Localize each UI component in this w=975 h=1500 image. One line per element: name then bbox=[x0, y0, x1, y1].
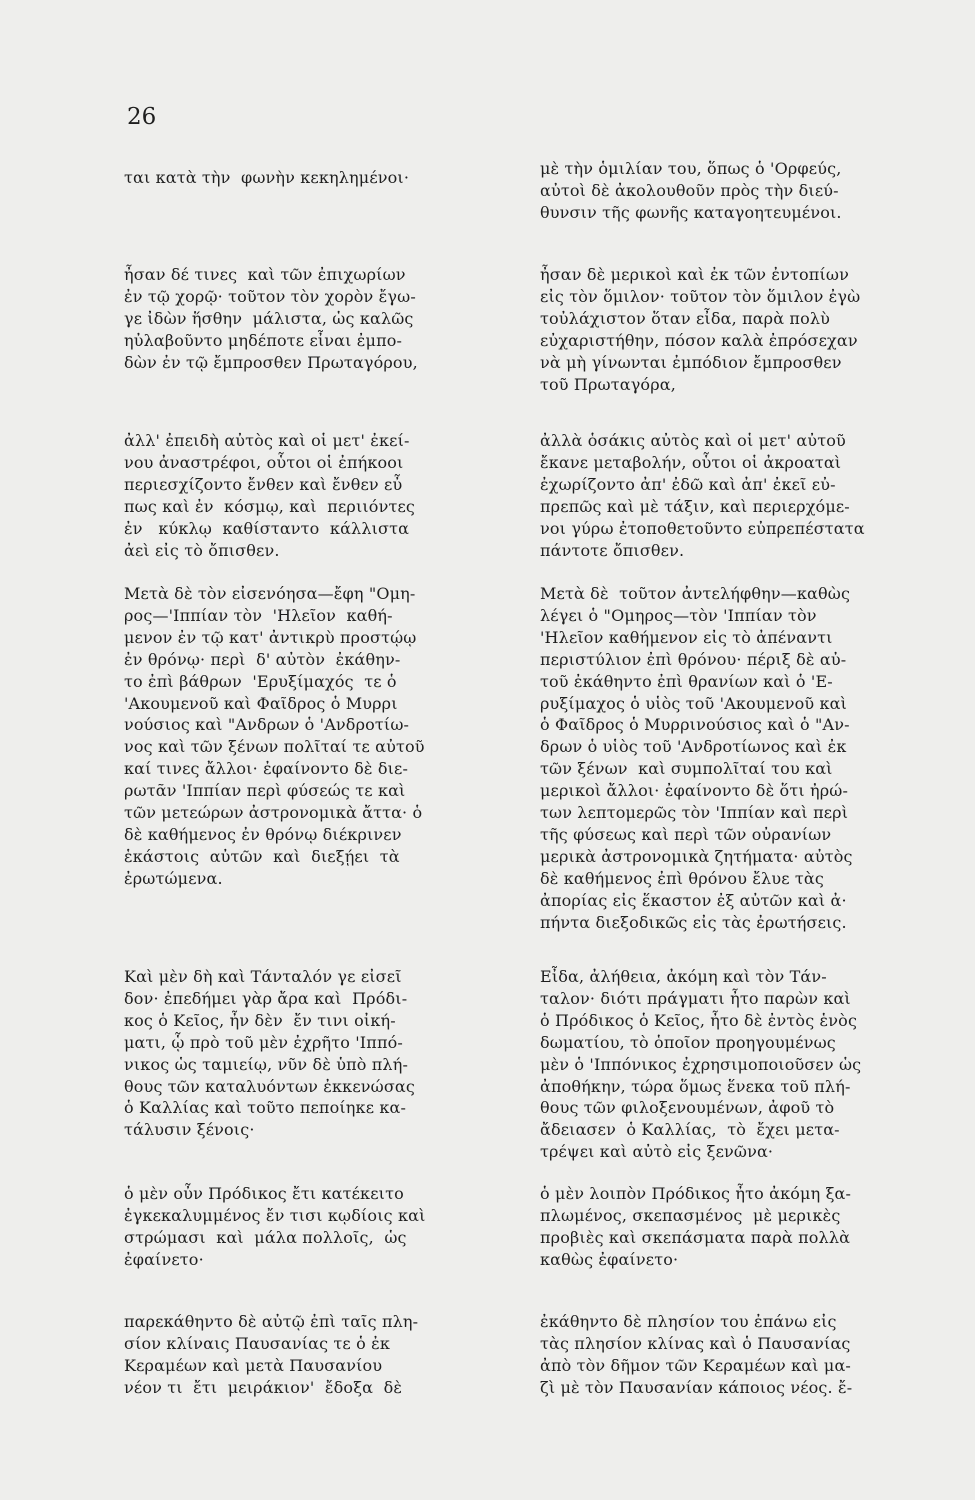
right-paragraph-2 bbox=[540, 264, 955, 395]
text-line: τὰς πλησίον κλίνας καὶ ὁ Παυσανίας bbox=[540, 1333, 851, 1353]
text-line: ἀλλ' ἐπειδὴ αὐτὸς καὶ οἱ μετ' ἐκεί- bbox=[124, 431, 410, 450]
text-line: ἐγκεκαλυμμένος ἔν τισι κῳδίοις καὶ bbox=[124, 1205, 426, 1225]
text-line: ἀεὶ εἰς τὸ ὄπισθεν. bbox=[124, 540, 280, 560]
text-line: αὐτοὶ δὲ ἀκολουθοῦν πρὸς τὴν διεύ- bbox=[540, 180, 839, 200]
text-line: ἑκάστοις αὐτῶν καὶ διεξῄει τὰ bbox=[124, 846, 400, 866]
right-paragraph-5 bbox=[540, 966, 955, 1163]
text-line: ἐχωρίζοντο ἀπ' ἐδῶ καὶ ἀπ' ἐκεῖ εὐ- bbox=[540, 474, 836, 494]
text-line: καθὼς ἐφαίνετο· bbox=[540, 1249, 679, 1269]
text-line: ηὐλαβοῦντο μηδέποτε εἶναι ἐμπο- bbox=[124, 330, 403, 350]
text-line: ἐρωτώμενα. bbox=[124, 868, 223, 888]
text-line: ζὶ μὲ τὸν Παυσανίαν κάποιος νέος. ἔ- bbox=[540, 1377, 853, 1397]
text-line: περιστύλιον ἐπὶ θρόνου· πέριξ δὲ αὐ- bbox=[540, 649, 847, 669]
text-line: σίον κλίναις Παυσανίας τε ὁ ἐκ bbox=[124, 1333, 390, 1353]
text-line: των λεπτομερῶς τὸν 'Ιππίαν καὶ περὶ bbox=[540, 803, 849, 823]
text-line: ἀλλὰ ὁσάκις αὐτὸς καὶ οἱ μετ' αὐτοῦ bbox=[540, 431, 846, 450]
text-line: ματι, ᾧ πρὸ τοῦ μὲν ἐχρῆτο 'Ιππό- bbox=[124, 1032, 403, 1052]
text-line: το ἐπὶ βάθρων 'Ερυξίμαχός τε ὁ bbox=[124, 671, 397, 691]
page-number: 26 bbox=[127, 104, 157, 130]
text-line: τοὐλάχιστον ὅταν εἶδα, παρὰ πολὺ bbox=[540, 308, 831, 328]
text-line: περιεσχίζοντο ἔνθεν καὶ ἔνθεν εὖ bbox=[124, 474, 403, 494]
left-paragraph-1 bbox=[124, 167, 506, 189]
right-paragraph-1 bbox=[540, 158, 955, 224]
text-line: εἰς τὸν ὅμιλον· τοῦτον τὸν ὅμιλον ἐγὼ bbox=[540, 286, 861, 306]
text-line: μενον ἐν τῷ κατ' ἀντικρὺ προστῴῳ bbox=[124, 627, 417, 647]
text-line: ρυξίμαχος ὁ υἱὸς τοῦ 'Ακουμενοῦ καὶ bbox=[540, 693, 847, 713]
right-paragraph-7 bbox=[540, 1311, 955, 1399]
text-line: δὲ καθήμενος ἐν θρόνῳ διέκρινεν bbox=[124, 824, 402, 844]
text-line: παρεκάθηντο δὲ αὐτῷ ἐπὶ ταῖς πλη- bbox=[124, 1312, 419, 1331]
text-line: ρωτᾶν 'Ιππίαν περὶ φύσεώς τε καὶ bbox=[124, 781, 406, 801]
text-line: γε ἰδὼν ἥσθην μάλιστα, ὡς καλῶς bbox=[124, 308, 414, 328]
text-line: ἐκάθηντο δὲ πλησίον του ἐπάνω εἰς bbox=[540, 1312, 837, 1331]
right-paragraph-4 bbox=[540, 583, 955, 934]
text-line: τῆς φύσεως καὶ περὶ τῶν οὐρανίων bbox=[540, 824, 832, 844]
text-line: τῶν μετεώρων ἀστρονομικὰ ἄττα· ὁ bbox=[124, 803, 423, 823]
text-line: μερικὰ ἀστρονομικὰ ζητήματα· αὐτὸς bbox=[540, 846, 853, 866]
text-line: μὲ τὴν ὁμιλίαν του, ὅπως ὁ 'Ορφεύς, bbox=[540, 159, 842, 178]
left-paragraph-3 bbox=[124, 430, 506, 561]
text-line: ἀπὸ τὸν δῆμον τῶν Κεραμέων καὶ μα- bbox=[540, 1355, 851, 1375]
text-line: ἔκανε μεταβολήν, οὗτοι οἱ ἀκροαταὶ bbox=[540, 452, 842, 472]
text-line: ἐν τῷ χορῷ· τοῦτον τὸν χορὸν ἔγω- bbox=[124, 286, 416, 306]
text-line: Εἶδα, ἀλήθεια, ἀκόμη καὶ τὸν Τάν- bbox=[540, 967, 827, 986]
text-line: Κεραμέων καὶ μετὰ Παυσανίου bbox=[124, 1355, 383, 1375]
text-line: πλωμένος, σκεπασμένος μὲ μερικὲς bbox=[540, 1205, 841, 1225]
left-paragraph-4 bbox=[124, 583, 506, 890]
text-line: πως καὶ ἐν κόσμῳ, καὶ περιιόντες bbox=[124, 496, 415, 516]
text-line: ἀποθήκην, τώρα ὅμως ἕνεκα τοῦ πλή- bbox=[540, 1076, 851, 1096]
text-line: ἦσαν δὲ μερικοὶ καὶ ἐκ τῶν ἐντοπίων bbox=[540, 265, 849, 284]
text-line: θους τῶν φιλοξενουμένων, ἀφοῦ τὸ bbox=[540, 1098, 835, 1118]
text-line: 'Ακουμενοῦ καὶ Φαῖδρος ὁ Μυρρι bbox=[124, 693, 398, 713]
text-line: δὼν ἐν τῷ ἔμπροσθεν Πρωταγόρου, bbox=[124, 352, 418, 372]
text-line: νὰ μὴ γίνωνται ἐμπόδιον ἔμπροσθεν bbox=[540, 352, 842, 372]
text-line: ὁ Καλλίας καὶ τοῦτο πεποίηκε κα- bbox=[124, 1098, 407, 1118]
text-line: τῶν ξένων καὶ συμπολῖταί του καὶ bbox=[540, 759, 833, 779]
text-line: ὁ Φαῖδρος ὁ Μυρρινούσιος καὶ ὁ "Αν- bbox=[540, 715, 850, 735]
text-line: δωματίου, τὸ ὁποῖον προηγουμένως bbox=[540, 1032, 836, 1052]
text-line: τάλυσιν ξένοις· bbox=[124, 1120, 255, 1140]
text-line: ἐφαίνετο· bbox=[124, 1249, 204, 1269]
text-line: ἄδειασεν ὁ Καλλίας, τὸ ἔχει μετα- bbox=[540, 1120, 840, 1140]
left-paragraph-7 bbox=[124, 1311, 506, 1399]
text-line: πήντα διεξοδικῶς εἰς τὰς ἐρωτήσεις. bbox=[540, 912, 847, 932]
text-line: θους τῶν καταλυόντων ἐκκενώσας bbox=[124, 1076, 415, 1096]
left-paragraph-6 bbox=[124, 1183, 506, 1271]
text-line: νέον τι ἔτι μειράκιον' ἔδοξα δὲ bbox=[124, 1377, 403, 1397]
text-line: ὁ μὲν λοιπὸν Πρόδικος ἦτο ἀκόμη ξα- bbox=[540, 1184, 852, 1203]
text-line: ὁ μὲν οὖν Πρόδικος ἔτι κατέκειτο bbox=[124, 1184, 404, 1203]
text-line: πρεπῶς καὶ μὲ τάξιν, καὶ περιερχόμε- bbox=[540, 496, 850, 516]
text-line: κος ὁ Κεῖος, ἦν δὲν ἔν τινι οἰκή- bbox=[124, 1010, 396, 1030]
right-paragraph-3 bbox=[540, 430, 955, 561]
text-line: δον· ἐπεδήμει γὰρ ἄρα καὶ Πρόδι- bbox=[124, 988, 408, 1008]
text-line: ται κατὰ τὴν φωνὴν κεκηλημένοι· bbox=[124, 168, 410, 187]
text-line: προβιὲς καὶ σκεπάσματα παρὰ πολλὰ bbox=[540, 1227, 851, 1247]
text-line: δρων ὁ υἱὸς τοῦ 'Ανδροτίωνος καὶ ἐκ bbox=[540, 737, 847, 757]
text-line: ρος—'Ιππίαν τὸν 'Ηλεῖον καθή- bbox=[124, 605, 393, 625]
text-line: ἀπορίας εἰς ἕκαστον ἐξ αὐτῶν καὶ ἀ· bbox=[540, 890, 847, 910]
text-line: θυνσιν τῆς φωνῆς καταγοητευμένοι. bbox=[540, 202, 842, 222]
text-line: ἦσαν δέ τινες καὶ τῶν ἐπιχωρίων bbox=[124, 265, 406, 284]
left-paragraph-2 bbox=[124, 264, 506, 374]
text-line: στρώμασι καὶ μάλα πολλοῖς, ὡς bbox=[124, 1227, 407, 1247]
text-line: δὲ καθήμενος ἐπὶ θρόνου ἔλυε τὰς bbox=[540, 868, 824, 888]
text-line: ἐν θρόνῳ· περὶ δ' αὐτὸν ἐκάθην- bbox=[124, 649, 401, 669]
text-line: καί τινες ἄλλοι· ἐφαίνοντο δὲ διε- bbox=[124, 759, 409, 779]
text-line: ταλον· διότι πράγματι ἦτο παρὼν καὶ bbox=[540, 988, 851, 1008]
text-line: μὲν ὁ 'Ιππόνικος ἐχρησιμοποιοῦσεν ὡς bbox=[540, 1054, 862, 1074]
text-line: εὐχαριστήθην, πόσον καλὰ ἐπρόσεχαν bbox=[540, 330, 858, 350]
text-line: 'Ηλεῖον καθήμενον εἰς τὸ ἀπέναντι bbox=[540, 627, 833, 647]
text-line: πάντοτε ὄπισθεν. bbox=[540, 540, 685, 560]
text-line: Καὶ μὲν δὴ καὶ Τάνταλόν γε εἰσεῖ bbox=[124, 967, 402, 986]
text-line: μερικοὶ ἄλλοι· ἐφαίνοντο δὲ ὅτι ἠρώ- bbox=[540, 781, 849, 801]
text-line: τοῦ Πρωταγόρα, bbox=[540, 374, 676, 394]
left-paragraph-5 bbox=[124, 966, 506, 1141]
text-line: νοι γύρω ἐτοποθετοῦντο εὐπρεπέστατα bbox=[540, 518, 865, 538]
text-line: λέγει ὁ "Ομηρος—τὸν 'Ιππίαν τὸν bbox=[540, 605, 817, 625]
text-line: νου ἀναστρέφοι, οὗτοι οἱ ἐπήκοοι bbox=[124, 452, 404, 472]
right-paragraph-6 bbox=[540, 1183, 955, 1271]
text-line: Μετὰ δὲ τοῦτον ἀντελήφθην—καθὼς bbox=[540, 584, 851, 603]
text-line: τρέψει καὶ αὐτὸ εἰς ξενῶνα· bbox=[540, 1142, 774, 1162]
text-line: ὁ Πρόδικος ὁ Κεῖος, ἦτο δὲ ἐντὸς ἑνὸς bbox=[540, 1010, 858, 1030]
text-line: τοῦ ἐκάθηντο ἐπὶ θρανίων καὶ ὁ 'Ε- bbox=[540, 671, 833, 691]
text-line: Μετὰ δὲ τὸν εἰσενόησα—ἔφη "Ομη- bbox=[124, 584, 416, 603]
text-line: νούσιος καὶ "Ανδρων ὁ 'Ανδροτίω- bbox=[124, 715, 410, 735]
text-line: νικος ὡς ταμιείῳ, νῦν δὲ ὑπὸ πλή- bbox=[124, 1054, 409, 1074]
text-line: νος καὶ τῶν ξένων πολῖταί τε αὐτοῦ bbox=[124, 737, 425, 757]
text-line: ἐν κύκλῳ καθίσταντο κάλλιστα bbox=[124, 518, 410, 538]
